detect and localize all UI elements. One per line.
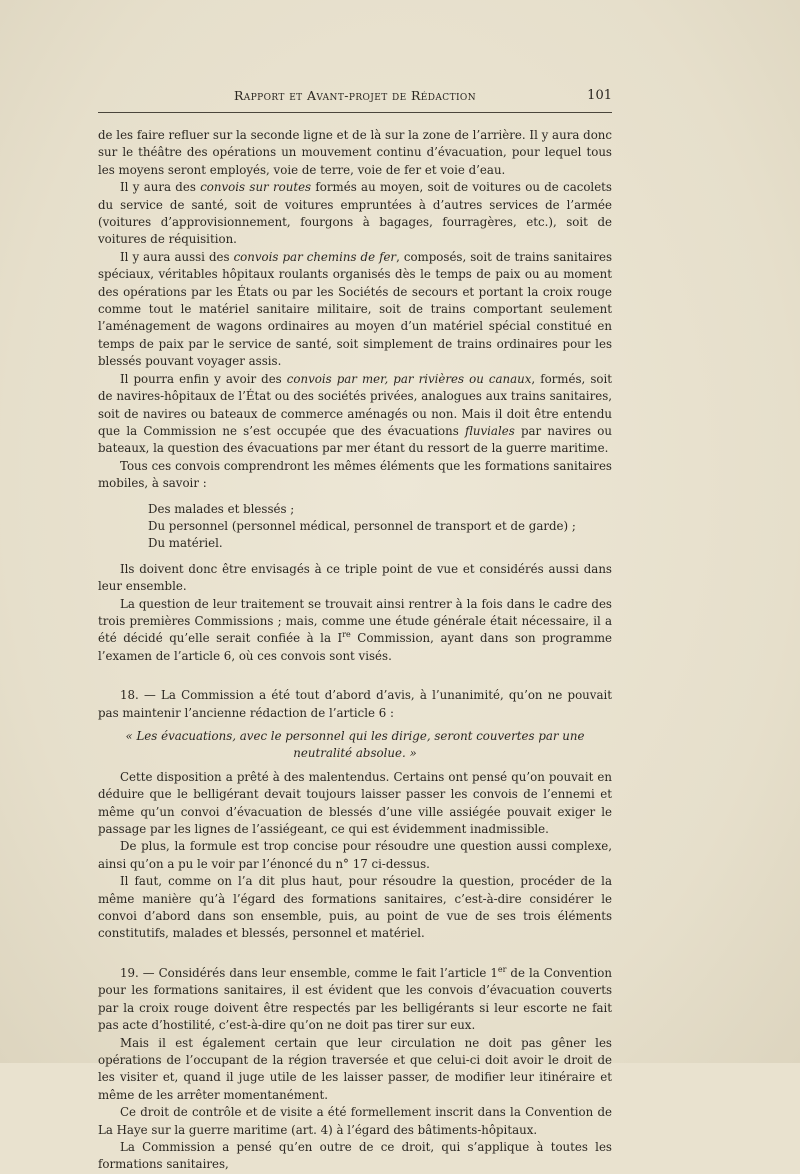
text-run: par navires ou bateaux, la question des évacuations par mer étant du ressort de la guerre maritime. bbox=[98, 423, 613, 456]
paragraph: La Commission a pensé qu’en outre de ce droit, qui s’applique à toutes les formations sanitaires, bbox=[98, 1139, 612, 1172]
running-title: Rapport et Avant-projet de Rédaction bbox=[234, 88, 476, 103]
paragraph bbox=[98, 596, 612, 666]
list-item: Du matériel. bbox=[148, 536, 223, 551]
list-item: Du personnel (personnel médical, personnel de transport et de garde) ; bbox=[148, 518, 576, 533]
text-run: formés au moyen, soit de voitures ou de cacolets du service de santé, soit de voitures empruntées à d’autres services de l’armée (voitures d’approvisionnement, fourgons à bagages, fourragères, etc.), soit de voitures de réquisition. bbox=[98, 180, 612, 247]
superscript: er bbox=[497, 964, 507, 974]
paragraph: Ce droit de contrôle et de visite a été formellement inscrit dans la Convention de La Haye sur la guerre maritime (art. 4) à l’égard des bâtiments-hôpitaux. bbox=[98, 1105, 612, 1137]
text-run: Il y aura des bbox=[120, 180, 201, 195]
list-item: Des malades et blessés ; bbox=[148, 501, 295, 516]
text-run: La question de leur traitement se trouvait ainsi rentrer à la fois dans le cadre des trois premières Commissions ; mais, comme une étude générale était nécessaire, il a été décidé qu’elle serait confiée à la I bbox=[98, 596, 612, 646]
text-run: Commission, ayant dans son programme l’examen de l’article 6, où ces convois sont visés. bbox=[98, 631, 612, 663]
paragraph: Il faut, comme on l’a dit plus haut, pour résoudre la question, procéder de la même manière qu’à l’égard des formations sanitaires, c’est-à-dire considérer le convoi d’abord dans son ensemble, puis, au point de vue de ses trois éléments constitutifs, malades et blessés, personnel et matériel. bbox=[98, 874, 612, 941]
section-19 bbox=[98, 965, 612, 1035]
paragraph: De plus, la formule est trop concise pour résoudre une question aussi complexe, ainsi qu’on a pu le voir par l’énoncé du n° 17 ci-dessus. bbox=[98, 839, 612, 871]
italic-run: fluviales bbox=[465, 423, 515, 438]
paragraph bbox=[98, 371, 612, 458]
paragraph: Cette disposition a prêté à des malentendus. Certains ont pensé qu’on pouvait en déduire que le belligérant devait toujours laisser passer les convois de l’ennemi et même qu’un convoi d’évacuation de blessés d’une ville assiégée pouvait exiger le passage par les lignes de l’assiégeant, ce qui est évidemment inadmissible. bbox=[98, 769, 612, 837]
paragraph bbox=[98, 179, 612, 249]
text-run: Il y aura aussi des bbox=[120, 249, 234, 264]
paragraph bbox=[98, 249, 612, 371]
superscript: re bbox=[342, 630, 351, 640]
text-run: Il pourra enfin y avoir des bbox=[120, 371, 287, 386]
quoted-article: « Les évacuations, avec le personnel qui les dirige, seront couvertes par une neutralité absolue. » bbox=[125, 729, 585, 761]
text-run: , formés, soit de navires-hôpitaux de l’État ou des sociétés privées, analogues aux trains sanitaires, soit de navires ou bateaux de commerce aménagés ou non. Mais il doit être entendu que la Commission ne s’est occupée que des évacuations bbox=[98, 371, 612, 438]
paragraph: Tous ces convois comprendront les mêmes éléments que les formations sanitaires mobiles, à savoir : bbox=[98, 458, 612, 491]
paragraph: de les faire refluer sur la seconde ligne et de là sur la zone de l’arrière. Il y aura donc sur le théâtre des opérations un mouvement continu d’évacuation, pour lequel tous les moyens seront employés, voie de terre, voie de fer et voie d’eau. bbox=[98, 128, 612, 177]
text-run: , composés, soit de trains sanitaires spéciaux, véritables hôpitaux roulants organisés dès le temps de paix ou au moment des opérations par les États ou par les Sociétés de secours et portant la croix rouge comme tout le matériel sanitaire militaire, soit de trains comportant seulement l’aménagement de wagons ordinaires au moyen d’un matériel spécial constitué en temps de paix par le service de santé, soit simplement de trains ordinaires pour les blessés pouvant voyager assis. bbox=[98, 249, 613, 369]
paragraph: Ils doivent donc être envisagés à ce triple point de vue et considérés aussi dans leur ensemble. bbox=[98, 561, 612, 594]
italic-run: convois sur routes bbox=[200, 180, 312, 195]
header-rule bbox=[98, 112, 612, 113]
page-number: 101 bbox=[587, 88, 612, 103]
text-run: 19. — Considérés dans leur ensemble, comme le fait l’article 1 bbox=[120, 965, 498, 980]
section-18: 18. — La Commission a été tout d’abord d’avis, à l’unanimité, qu’on ne pouvait pas maintenir l’ancienne rédaction de l’article 6 : bbox=[98, 688, 612, 720]
running-head bbox=[98, 88, 612, 110]
italic-run: convois par mer, par rivières ou canaux bbox=[286, 371, 532, 386]
italic-run: convois par chemins de fer bbox=[233, 249, 397, 264]
text-run: de la Convention pour les formations sanitaires, il est évident que les convois d’évacuation couverts par la croix rouge doivent être respectés par les belligérants si leur escorte ne fait pas acte d’hostilité, c’est-à-dire qu’on ne doit pas tirer sur eux. bbox=[98, 965, 612, 1033]
paragraph: Mais il est également certain que leur circulation ne doit pas gêner les opérations de l’occupant de la région traversée et que celui-ci doit avoir le droit de les visiter et, quand il juge utile de les laisser passer, de modifier leur itinéraire et même de les arrêter momentanément. bbox=[98, 1035, 612, 1102]
body-text bbox=[98, 127, 612, 1174]
